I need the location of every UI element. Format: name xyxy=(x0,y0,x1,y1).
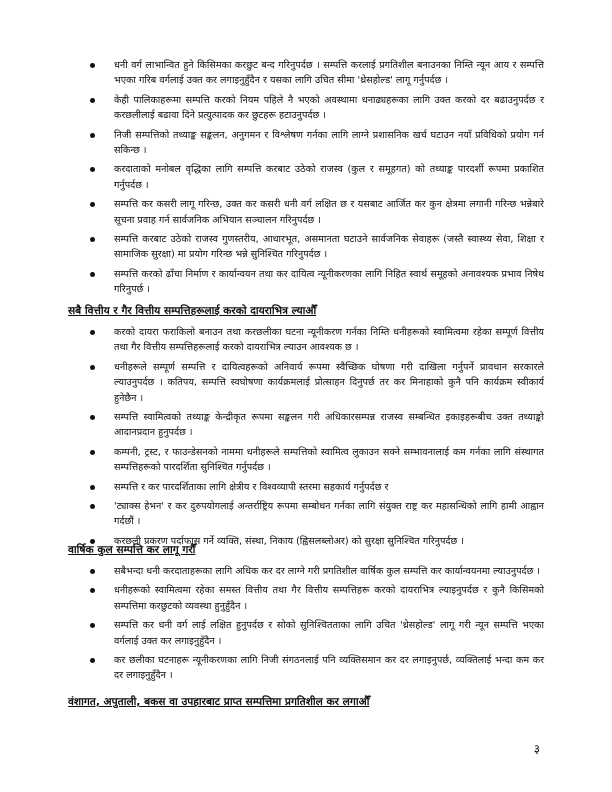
list-item: कर छलीका घटनाहरू न्यूनीकरणका लागि निजी संगठनलाई पनि व्यक्तिसमान कर दर लगाइनुपर्छ, व्यक्तिलाई भन्दा कम कर दर लगाइनुहुँदैन । xyxy=(80,653,544,684)
bullet-icon xyxy=(90,330,95,335)
list-item: धनीहरूको स्वामित्वमा रहेका समस्त वित्तीय तथा गैर वित्तीय सम्पत्तिहरू करको दायराभित्र ल्याइनुपर्दछ र कुनै किसिमको सम्पत्तिमा करछुटको व्यवस्था हुनुहुँदैन । xyxy=(80,583,544,614)
list-item: सम्पत्ति स्वामित्वको तथ्याङ्क केन्द्रीकृत रूपमा सङ्कलन गरी अधिकारसम्पन्न राजस्व सम्बन्धित इकाइहरूबीच उक्त तथ्याङ्को आदानप्रदान हुनुपर्दछ । xyxy=(80,410,544,441)
list-item: सबैभन्दा धनी करदाताहरूका लागि अधिक कर दर लाग्ने गरी प्रगतिशील वार्षिक कुल सम्पत्ति कर कार्यान्वयनमा ल्याउनुपर्दछ । xyxy=(80,564,544,579)
bullet-icon xyxy=(90,569,95,574)
bullet-icon xyxy=(90,365,95,370)
list-item: सम्पत्ति र कर पारदर्शिताका लागि क्षेत्रीय र विश्वव्यापी स्तरमा सहकार्य गर्नुपर्दछ र xyxy=(80,480,544,495)
intro-bullet-list xyxy=(0,58,612,298)
list-item: सम्पत्ति कर कसरी लागू गरिन्छ, उक्त कर कसरी धनी वर्ग लक्षित छ र यसबाट आर्जित कर कुन क्षेत्रमा लगानी गरिन्छ भन्नेबारे सूचना प्रवाह गर्न सार्वजनिक अभियान सञ्चालन गरिनुपर्दछ । xyxy=(80,197,544,228)
section-heading: वार्षिक कुल सम्पत्ति कर लागू गरौँ xyxy=(68,544,196,556)
section-heading: सबै वित्तीय र गैर वित्तीय सम्पत्तिहरूलाई करको दायराभित्र ल्याऔँ xyxy=(68,305,317,317)
list-item: सम्पत्ति करबाट उठेको राजस्व गुणस्तरीय, आधारभूत, असमानता घटाउने सार्वजनिक सेवाहरू (जस्तै स्वास्थ्य सेवा, शिक्षा र सामाजिक सुरक्षा) मा प्रयोग गरिन्छ भन्ने सुनिश्चित गरिनुपर्दछ । xyxy=(80,232,544,263)
list-item: धनीहरूले सम्पूर्ण सम्पत्ति र दायित्वहरूको अनिवार्य रूपमा स्वैच्छिक घोषणा गरी दाखिला गर्नुपर्ने प्रावधान सरकारले ल्याउनुपर्दछ । कतिपय, सम्पत्ति स्वघोषणा कार्यक्रमलाई प्रोत्साहन दिनुपर्छ तर कर मिनाहाको कुनै पनि कार्यक्रम स्वीकार्य हुनेछैन । xyxy=(80,360,544,406)
annual-bullet-list xyxy=(0,564,612,684)
bullet-icon xyxy=(90,504,95,509)
bullet-icon xyxy=(90,623,95,628)
list-item: निजी सम्पत्तिको तथ्याङ्क सङ्कलन, अनुगमन र विश्लेषण गर्नका लागि लाग्ने प्रशासनिक खर्च घटाउन नयाँ प्रविधिको प्रयोग गर्न सकिन्छ । xyxy=(80,128,544,159)
financial-assets-section xyxy=(0,304,612,549)
list-item: धनी वर्ग लाभान्वित हुने किसिमका करछुट बन्द गरिनुपर्दछ । सम्पत्ति करलाई प्रगतिशील बनाउनका निम्ति न्यून आय र सम्पत्ति भएका गरिब वर्गलाई उक्त कर लगाइनुहुँदैन र यसका लागि उचित सीमा 'थ्रेसहोल्ड' लागू गर्नुपर्दछ । xyxy=(80,58,544,89)
list-item: कम्पनी, ट्रस्ट, र फाउन्डेसनको नाममा धनीहरूले सम्पत्तिको स्वामित्व लुकाउन सक्ने सम्भावनालाई कम गर्नका लागि संस्थागत सम्पत्तिहरूको पारदर्शिता सुनिश्चित गर्नुपर्दछ । xyxy=(80,445,544,476)
list-item: सम्पत्ति करको ढाँचा निर्माण र कार्यान्वयन तथा कर दायित्व न्यूनीकरणका लागि निहित स्वार्थ समूहको अनावश्यक प्रभाव निषेध गरिनुपर्छ । xyxy=(80,267,544,298)
bullet-icon xyxy=(90,415,95,420)
list-item: करको दायरा फराकिलो बनाउन तथा करछलीका घटना न्यूनीकरण गर्नका निम्ति धनीहरूको स्वामित्वमा रहेका सम्पूर्ण वित्तीय तथा गैर वित्तीय सम्पत्तिहरूलाई करको दायराभित्र ल्याउन आवश्यक छ । xyxy=(80,325,544,356)
annual-wealth-tax-section xyxy=(0,543,612,684)
bullet-icon xyxy=(90,588,95,593)
bullet-icon xyxy=(90,237,95,242)
bullet-icon xyxy=(90,133,95,138)
list-item: केही पालिकाहरूमा सम्पत्ति करको नियम पहिले नै भएको अवस्थामा धनाढ्यहरूका लागि उक्त करको दर बढाउनुपर्दछ र करछलीलाई बढावा दिने प्रत्युत्पादक कर छुटहरू हटाउनुपर्दछ । xyxy=(80,93,544,124)
list-item: 'ट्याक्स हेभन' र कर दुरुपयोगलाई अन्तर्राष्ट्रिय रूपमा सम्बोधन गर्नका लागि संयुक्त राष्ट्र कर महासन्धिको लागि हामी आह्वान गर्दछौं । xyxy=(80,499,544,530)
bullet-icon xyxy=(90,167,95,172)
bullet-icon xyxy=(90,485,95,490)
section-heading: वंशागत, अपुताली, बकस वा उपहारबाट प्राप्त सम्पत्तिमा प्रगतिशील कर लगाऔँ xyxy=(68,696,370,708)
bullet-icon xyxy=(90,272,95,277)
bullet-icon xyxy=(90,658,95,663)
list-item: करदाताको मनोबल वृद्धिका लागि सम्पत्ति करबाट उठेको राजस्व (कुल र समूहगत) को तथ्याङ्क पारदर्शी रूपमा प्रकाशित गर्नुपर्दछ । xyxy=(80,162,544,193)
intro-section xyxy=(0,58,612,298)
list-item: सम्पत्ति कर धनी वर्ग लाई लक्षित हुनुपर्दछ र सोको सुनिश्चितताका लागि उचित 'थ्रेसहोल्ड' लागू गरी न्यून सम्पत्ति भएका वर्गलाई उक्त कर लगाइनुहुँदैन । xyxy=(80,618,544,649)
bullet-icon xyxy=(90,98,95,103)
inheritance-tax-section xyxy=(0,695,612,710)
financial-bullet-list xyxy=(0,325,612,549)
bullet-icon xyxy=(90,202,95,207)
bullet-icon xyxy=(90,63,95,68)
bullet-icon xyxy=(90,450,95,455)
list-item: करछली प्रकरण पर्दाफास गर्ने व्यक्ति, संस्था, निकाय (ह्विसलब्लोअर) को सुरक्षा सुनिश्चित गरिनुपर्दछ । xyxy=(80,534,544,549)
page-number: ३ xyxy=(533,742,540,756)
